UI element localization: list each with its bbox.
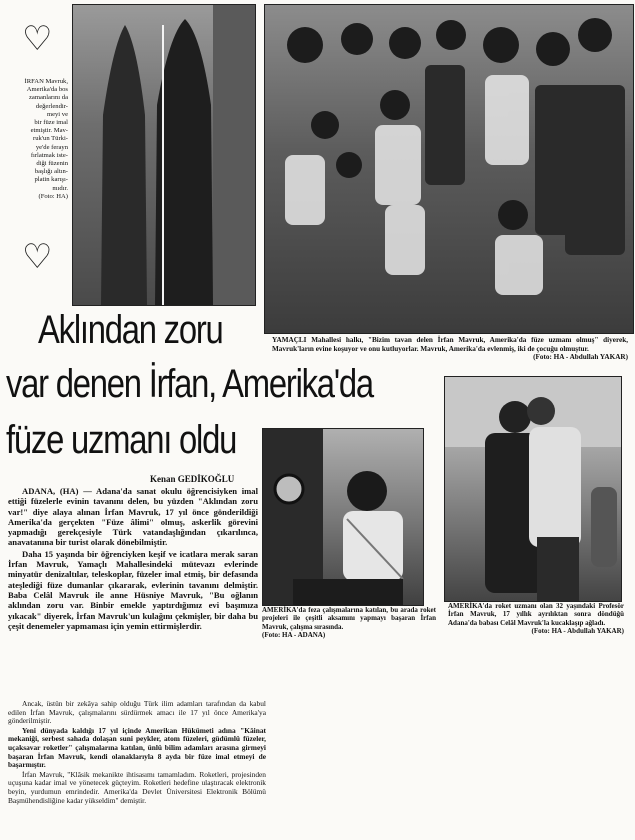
lab-caption-text: AMERİKA'da feza çalışmalarına katılan, bu arada roket projeleri ile çeşitli aksamını yapmayı başaran İrfan Mavruk, çalışma sırasında.	[262, 606, 436, 631]
lab-credit: (Foto: HA - ADANA)	[262, 631, 326, 640]
hug-credit: (Foto: HA - Abdullah YAKAR)	[531, 627, 624, 636]
article-paragraph: Ancak, üstün bir zekâya sahip olduğu Türk ilim adamları tarafından da kabul edilen İrfan Mavruk, çalışmalarını sürdürmek amacı ile 17 yıl önce Amerika'ya gönderilmiştir.	[8, 699, 266, 726]
heart-icon: ♡	[22, 19, 53, 59]
hug-figures	[445, 377, 621, 601]
crowd-caption-text: YAMAÇLI Mahallesi halkı, "Bizim tavan delen İrfan Mavruk, Amerika'da füze uzmanı olmuş" diyerek, Mavruk'ların evine koşuyor ve onu kutluyorlar. Mavruk, Amerika'da evlenmiş, iki de çocuğu olmuştur.	[272, 336, 628, 353]
heart-icon: ♡	[22, 237, 53, 277]
caption-line: bir füze imal	[34, 119, 68, 127]
crowd-figures	[265, 5, 633, 333]
caption-line: İRFAN Mavruk,	[24, 78, 68, 85]
caption-line: fırlatmak iste-	[30, 151, 68, 159]
article-paragraph: İrfan Mavruk, "Klâsik mekanikte ihtisasımı tamamladım. Roketleri, projesinden uçuşuna kadar imal ve yönetecek güçteyim. Roketleri hedefine ulaştıracak elektronik beyin, yurdumun emrindedir. Amerika'da Devlet Üniversitesi Elektronik Bölümü Başmühendisliğine kadar yükseldim" demiştir.	[8, 769, 266, 805]
caption-line: Amerika'da bos	[26, 86, 68, 94]
article-paragraph: Yeni dünyada kaldığı 17 yıl içinde Amerikan Hükümeti adına "Kâinat mekaniği, serbest sahada dolaşan suni peykler, atom füzeleri, güdümlü füzeler, uçaksavar roketler" çalışmalarına katılan, ünlü bilim adamları arasına girmeyi başaran İrfan Mavruk, kendi olanaklarıyla 8 ayda bir füze imal etmeyi de başarmıştır.	[8, 725, 266, 770]
article-paragraph: ADANA, (HA) — Adana'da sanat okulu öğrencisiyken imal ettiği füzelerle evinin tavanını delen, bu yüzden "Aklından zoru var!" diye alaya alınan İrfan Mavruk, 17 yıl önce gönderildiği Amerika'da gerçekten "Füze âlimi" olmuş, askerlik görevini yapmadığı gerekçesiyle Türk vatandaşlığından çıkarılınca, anavatanına bir turist olarak dönebilmiştir.	[8, 486, 258, 548]
headline-line-3: füze uzmanı oldu	[6, 418, 237, 462]
caption-line: ruk'un Türki-	[33, 135, 68, 143]
byline: Kenan GEDİKOĞLU	[150, 474, 235, 484]
crowd-caption	[272, 336, 628, 362]
article-body-continued	[8, 700, 266, 806]
caption-line: başlığı altın-	[34, 168, 68, 176]
caption-line: ye'de ferayn	[35, 143, 68, 151]
caption-line: etmiştir. Mav-	[30, 127, 68, 135]
hug-caption-text: AMERİKA'da roket uzmanı olan 32 yaşındaki Profesör İrfan Mavruk, 17 yıllık ayrılıktan sonra döndüğü Adana'da babası Celâl Mavruk'la kucaklaşıp ağladı.	[448, 602, 624, 627]
crowd-credit: (Foto: HA - Abdullah YAKAR)	[533, 353, 628, 362]
hug-caption	[448, 602, 624, 636]
headline-line-1: Aklından zoru	[38, 308, 223, 352]
caption-line: zamanlarını da	[29, 94, 68, 102]
rocket-caption	[8, 78, 68, 201]
caption-line: (Foto: HA)	[38, 192, 68, 200]
lab-figure	[263, 429, 423, 605]
article-paragraph: Daha 15 yaşında bir öğrenciyken keşif ve icatlara merak saran İrfan Mavruk, Yamaçlı Mahallesindeki mütevazı evlerinde minyatür denizaltılar, teleskoplar, füzeler imal etmiş, bir defasında ateşlediği füze dumanlar çıkararak, evlerinin tavanını delmiştir. Baba Celâl Mavruk ile anne Hüsniye Mavruk, "Bu oğlanın aklından zoru var. Binbir emekle yaptırdığımız evi başımıza yıkacak" diyerek, İrfan Mavruk'un kulağını çekmişler, bir daha bu çeşit denemeler yapmaması için yemin ettirmişlerdir.	[8, 548, 258, 631]
caption-line: platin karışı-	[34, 176, 68, 184]
hug-photo	[444, 376, 622, 602]
headline-line-2: var denen İrfan, Amerika'da	[6, 362, 373, 406]
crowd-photo	[264, 4, 634, 334]
lab-photo	[262, 428, 424, 606]
article-body	[8, 486, 258, 632]
caption-line: değerlendir-	[35, 102, 68, 110]
caption-line: meyi ve	[46, 110, 68, 118]
rocket-photo	[72, 4, 256, 306]
caption-line: diği füzenin	[36, 160, 68, 168]
caption-line: mıdır.	[52, 184, 68, 192]
lab-caption	[262, 606, 436, 640]
rocket-shapes	[73, 5, 255, 305]
